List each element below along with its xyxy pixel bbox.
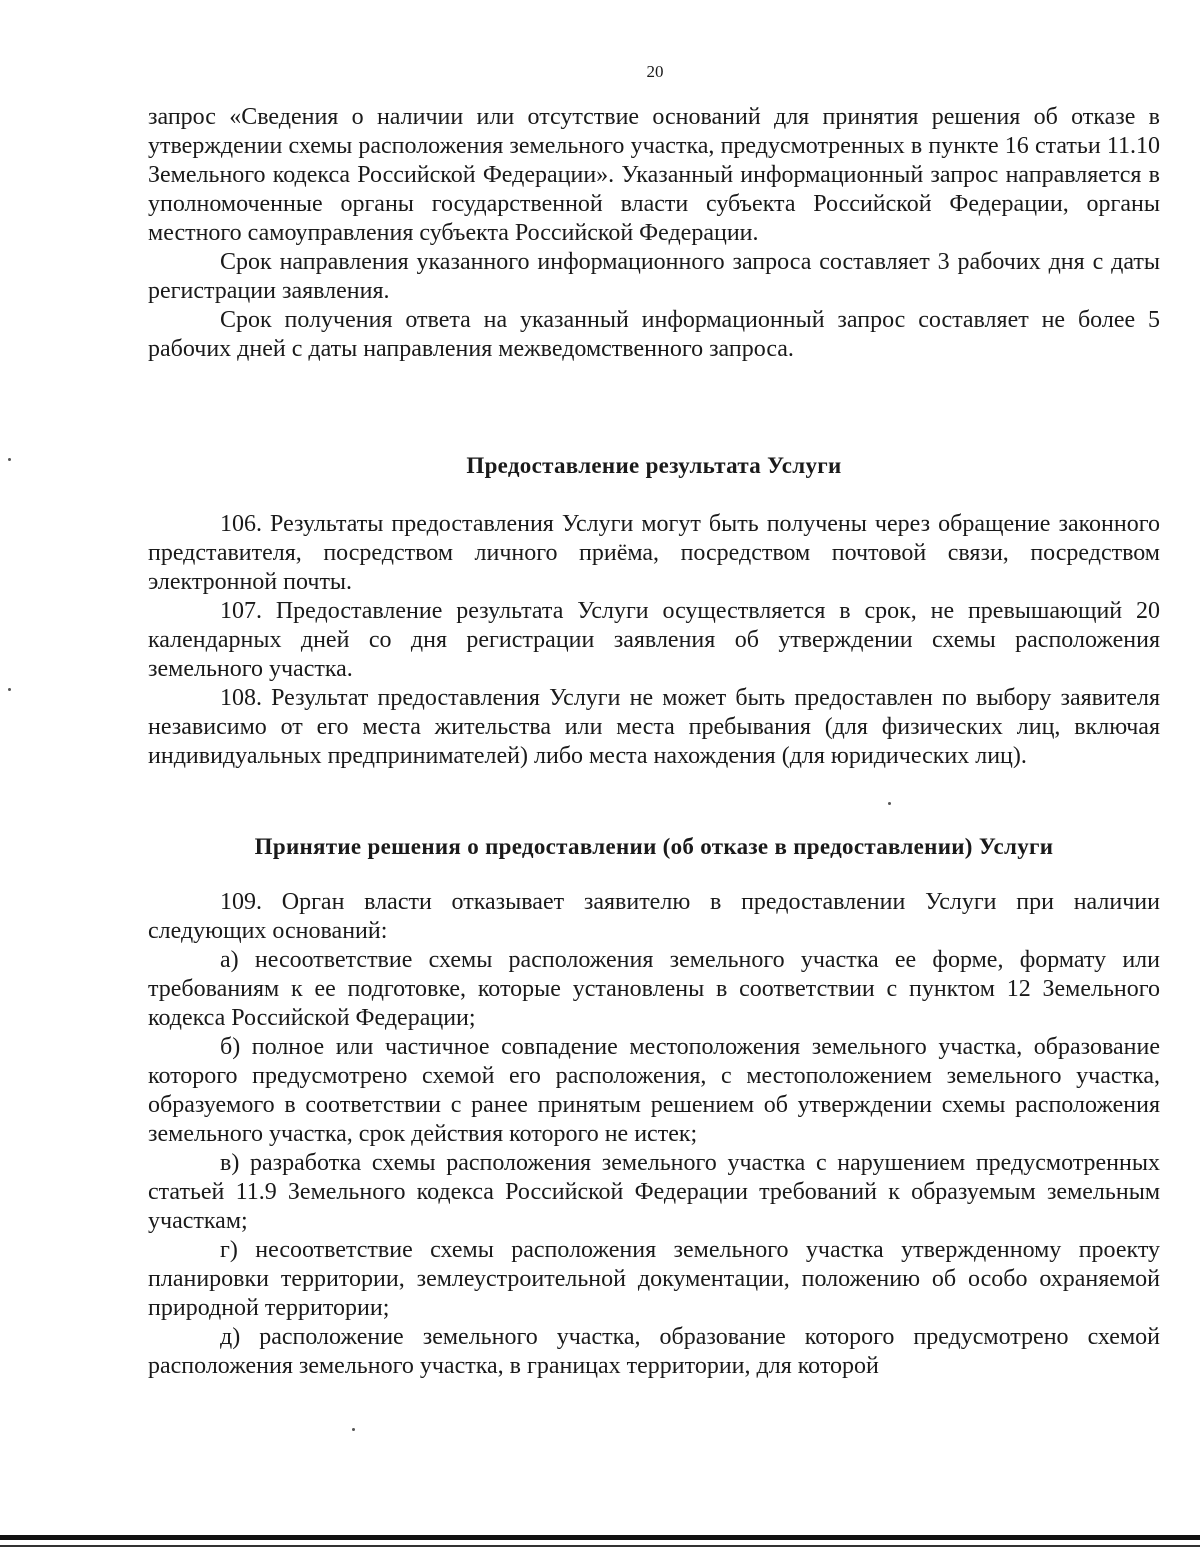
scan-edge-bar [0,1535,1200,1540]
scan-speck [8,458,11,461]
paragraph-108: 108. Результат предоставления Услуги не может быть предоставлен по выбору заявителя независимо от его места жительства или места пребывания (для физических лиц, включая индивидуальных предпринимателей) либо места нахождения (для юридических лиц). [148,685,1160,769]
paragraph-item-g: г) несоответствие схемы расположения земельного участка утвержденному проекту планировки территории, землеустроительной документации, положению об особо охраняемой природной территории; [148,1237,1160,1321]
paragraph-item-v: в) разработка схемы расположения земельного участка с нарушением предусмотренных статьей 11.9 Земельного кодекса Российской Федерации требований к образуемым земельным участкам; [148,1150,1160,1234]
paragraph-send-deadline: Срок направления указанного информационного запроса составляет 3 рабочих дня с даты регистрации заявления. [148,249,1160,304]
paragraph-item-a: а) несоответствие схемы расположения земельного участка ее форме, формату или требованиям к ее подготовке, которые установлены в соответствии с пунктом 12 Земельного кодекса Российской Федерации; [148,947,1160,1031]
result-section [148,510,1160,771]
paragraph-item-d: д) расположение земельного участка, образование которого предусмотрено схемой расположения земельного участка, в границах территории, для которой [148,1324,1160,1379]
scan-speck [352,1428,355,1431]
paragraph-107: 107. Предоставление результата Услуги осуществляется в срок, не превышающий 20 календарных дней со дня регистрации заявления об утверждении схемы расположения земельного участка. [148,598,1160,682]
scan-edge-line [0,1545,1200,1547]
page-number: 20 [646,62,664,81]
paragraph-109: 109. Орган власти отказывает заявителю в предоставлении Услуги при наличии следующих оснований: [148,889,1160,944]
paragraph-request: запрос «Сведения о наличии или отсутствие оснований для принятия решения об отказе в утверждении схемы расположения земельного участка, предусмотренных в пункте 16 статьи 11.10 Земельного кодекса Российской Федерации». Указанный информационный запрос направляется в уполномоченные органы государственной власти субъекта Российской Федерации, органы местного самоуправления субъекта Российской Федерации. [148,104,1160,246]
paragraph-response-deadline: Срок получения ответа на указанный информационный запрос составляет не более 5 рабочих дней с даты направления межведомственного запроса. [148,307,1160,362]
decision-section [148,888,1160,1381]
section-heading-decision: Принятие решения о предоставлении (об отказе в предоставлении) Услуги [254,834,1054,859]
section-heading-result: Предоставление результата Услуги [466,453,842,478]
paragraph-item-b: б) полное или частичное совпадение местоположения земельного участка, образование которого предусмотрено схемой его расположения, с местоположением земельного участка, образуемого в соответствии с ранее принятым решением об утверждении схемы расположения земельного участка, срок действия которого не истек; [148,1034,1160,1147]
paragraph-106: 106. Результаты предоставления Услуги могут быть получены через обращение законного представителя, посредством личного приёма, посредством почтовой связи, посредством электронной почты. [148,511,1160,595]
intro-section [148,103,1160,364]
scan-speck [888,802,891,805]
scan-speck [8,688,11,691]
